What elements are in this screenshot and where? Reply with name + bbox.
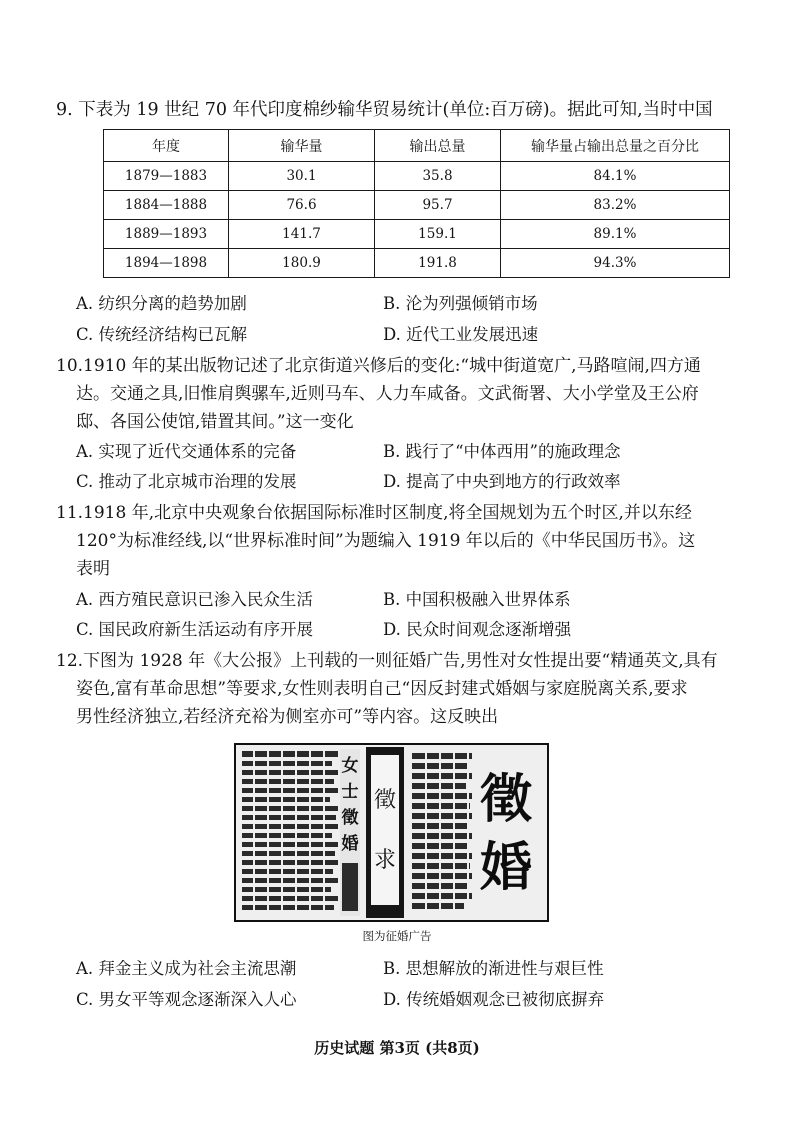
svg-text:女: 女 (341, 756, 359, 776)
table-header-cell: 年度 (104, 130, 229, 162)
q12-option-c: C. 男女平等观念逐渐深入人心 (76, 990, 297, 1009)
table-cell: 30.1 (229, 162, 375, 191)
table-row (104, 249, 730, 278)
svg-text:婚: 婚 (479, 837, 533, 898)
svg-text:求: 求 (373, 848, 397, 873)
q10-option-d: D. 提高了中央到地方的行政效率 (383, 472, 621, 491)
q9-option-c: C. 传统经济结构已瓦解 (76, 325, 248, 344)
table-cell: 1879—1883 (104, 162, 229, 191)
q12-stem-line-2: 姿色,富有革命思想”等要求,女性则表明自己“因反封建式婚姻与家庭脱离关系,要求 (76, 679, 688, 699)
table-header-cell: 输华量占输出总量之百分比 (501, 130, 730, 162)
q12-option-a: A. 拜金主义成为社会主流思潮 (76, 959, 297, 978)
q11-stem-line-3: 表明 (76, 559, 110, 579)
svg-text:徵: 徵 (479, 769, 533, 830)
table-header-row (104, 130, 730, 162)
table-cell: 159.1 (375, 220, 501, 249)
q11-option-a: A. 西方殖民意识已渗入民众生活 (76, 590, 313, 609)
table-cell: 94.3% (501, 249, 730, 278)
table-cell: 84.1% (501, 162, 730, 191)
q12-option-d: D. 传统婚姻观念已被彻底摒弃 (383, 990, 605, 1009)
svg-text:婚: 婚 (341, 834, 359, 854)
q9-option-a: A. 纺织分离的趋势加剧 (76, 294, 247, 313)
table-cell: 1894—1898 (104, 249, 229, 278)
svg-text:徵: 徵 (373, 788, 397, 813)
table-header-cell: 输华量 (229, 130, 375, 162)
svg-text:士: 士 (341, 782, 359, 802)
q12-stem-line-3: 男性经济独立,若经济充裕为侧室亦可”等内容。这反映出 (76, 707, 499, 727)
table-cell: 89.1% (501, 220, 730, 249)
q9-option-d: D. 近代工业发展迅速 (383, 325, 539, 344)
table-row (104, 220, 730, 249)
table-cell: 76.6 (229, 191, 375, 220)
q9-table (103, 129, 730, 278)
marriage-ad-image (234, 743, 549, 922)
q12-option-b: B. 思想解放的渐进性与艰巨性 (383, 959, 604, 978)
image-caption: 图为征婚广告 (362, 929, 432, 943)
table-cell: 35.8 (375, 162, 501, 191)
table-cell: 141.7 (229, 220, 375, 249)
q10-stem-line-2: 达。交通之具,旧惟肩舆骡车,近则马车、人力车咸备。文武衙署、大小学堂及王公府 (76, 384, 699, 404)
q10-option-a: A. 实现了近代交通体系的完备 (76, 442, 297, 461)
table-cell: 1889—1893 (104, 220, 229, 249)
q11-option-b: B. 中国积极融入世界体系 (383, 590, 571, 609)
newspaper-clipping-graphic (236, 745, 547, 920)
page-footer: 历史试题 第3页 (共8页) (314, 1039, 480, 1057)
q11-stem-line-2: 120°为标准经线,以“世界标准时间”为题编入 1919 年以后的《中华民国历书》。这 (76, 531, 696, 551)
table-cell: 95.7 (375, 191, 501, 220)
q9-stem: 9. 下表为 19 世纪 70 年代印度棉纱输华贸易统计(单位:百万磅)。据此可知,当时中国 (56, 100, 713, 120)
q12-stem-line-1: 12.下图为 1928 年《大公报》上刊载的一则征婚广告,男性对女性提出要“精通英文,具有 (56, 651, 718, 671)
table-cell: 191.8 (375, 249, 501, 278)
table-cell: 83.2% (501, 191, 730, 220)
q11-stem-line-1: 11.1918 年,北京中央观象台依据国际标准时区制度,将全国规划为五个时区,并以东经 (56, 503, 692, 523)
q11-option-d: D. 民众时间观念逐渐增强 (383, 620, 572, 639)
q10-stem-line-3: 邸、各国公使馆,错置其间。”这一变化 (76, 412, 354, 432)
q10-option-b: B. 践行了“中体西用”的施政理念 (383, 442, 621, 461)
q9-option-b: B. 沦为列强倾销市场 (383, 294, 538, 313)
q11-option-c: C. 国民政府新生活运动有序开展 (76, 620, 314, 639)
table-cell: 1884—1888 (104, 191, 229, 220)
svg-text:徵: 徵 (341, 808, 359, 828)
table-header-cell: 输出总量 (375, 130, 501, 162)
q10-option-c: C. 推动了北京城市治理的发展 (76, 472, 297, 491)
table-row (104, 191, 730, 220)
q10-stem-line-1: 10.1910 年的某出版物记述了北京街道兴修后的变化:“城中街道宽广,马路喧闹,四方通 (56, 356, 701, 376)
table-row (104, 162, 730, 191)
table-cell: 180.9 (229, 249, 375, 278)
